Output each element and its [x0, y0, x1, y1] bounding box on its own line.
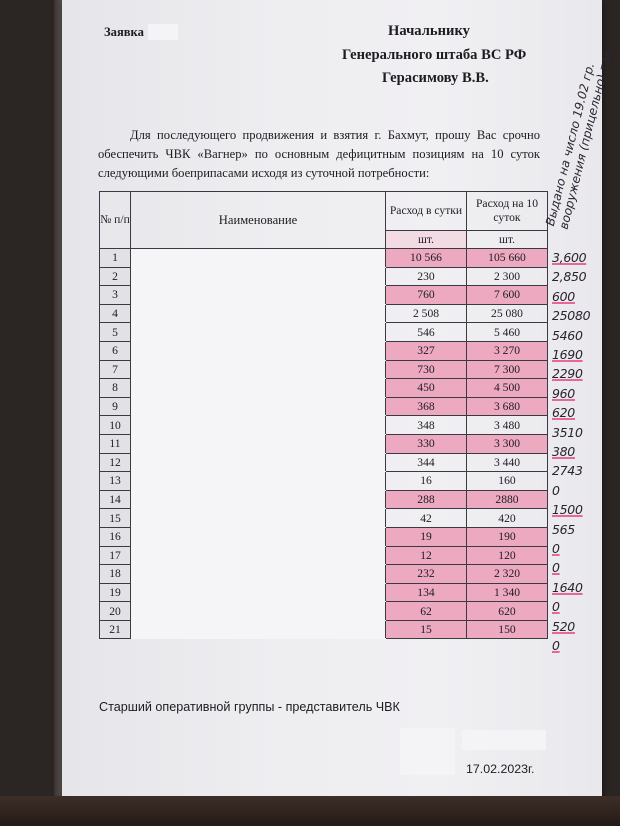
handwritten-supplied-value: 600	[552, 288, 575, 304]
ten-day-consumption: 120	[467, 546, 548, 565]
ten-day-consumption: 190	[467, 527, 548, 546]
handwritten-supplied-value: 0	[552, 482, 560, 498]
redacted-item-name	[131, 453, 386, 472]
table-row	[100, 546, 548, 565]
redacted-item-name	[131, 397, 386, 416]
ten-day-consumption: 3 680	[467, 397, 548, 416]
ten-day-consumption: 7 600	[467, 286, 548, 305]
daily-consumption: 2 508	[386, 304, 467, 323]
ten-day-consumption: 3 270	[467, 341, 548, 360]
daily-consumption: 19	[386, 527, 467, 546]
daily-consumption: 330	[386, 434, 467, 453]
ten-day-consumption: 5 460	[467, 323, 548, 342]
ten-day-consumption: 105 660	[467, 249, 548, 268]
daily-consumption: 288	[386, 490, 467, 509]
table-row	[100, 304, 548, 323]
ten-day-consumption: 3 480	[467, 416, 548, 435]
daily-consumption: 62	[386, 602, 467, 621]
row-number: 15	[100, 509, 131, 528]
row-number: 1	[100, 249, 131, 268]
document-date: 17.02.2023г.	[466, 762, 535, 776]
daily-consumption: 230	[386, 267, 467, 286]
daily-consumption: 450	[386, 379, 467, 398]
handwritten-supplied-value: 0	[552, 599, 560, 615]
table-row	[100, 453, 548, 472]
handwritten-supplied-value: 5460	[552, 327, 583, 343]
table-surface	[0, 796, 620, 826]
table-row	[100, 472, 548, 491]
table-row	[100, 267, 548, 286]
handwritten-supplied-value: 960	[552, 385, 575, 401]
row-number: 7	[100, 360, 131, 379]
daily-consumption: 134	[386, 583, 467, 602]
daily-consumption: 368	[386, 397, 467, 416]
redacted-item-name	[131, 434, 386, 453]
table-row	[100, 397, 548, 416]
ten-day-consumption: 3 440	[467, 453, 548, 472]
redacted-item-name	[131, 565, 386, 584]
redacted-item-name	[131, 267, 386, 286]
table-row	[100, 490, 548, 509]
ten-day-consumption: 1 340	[467, 583, 548, 602]
table-row	[100, 323, 548, 342]
redacted-item-name	[131, 602, 386, 621]
row-number: 9	[100, 397, 131, 416]
redacted-header-field	[148, 24, 178, 40]
ten-day-consumption: 620	[467, 602, 548, 621]
handwritten-supplied-value: 2,850	[552, 269, 587, 285]
daily-consumption: 10 566	[386, 249, 467, 268]
daily-consumption: 730	[386, 360, 467, 379]
handwritten-supplied-value: 0	[552, 560, 560, 576]
redacted-item-name	[131, 341, 386, 360]
addressee-line-3: Герасимову В.В.	[382, 70, 489, 86]
row-number: 12	[100, 453, 131, 472]
redacted-item-name	[131, 323, 386, 342]
addressee-line-1: Начальнику	[388, 23, 470, 39]
row-number: 6	[100, 341, 131, 360]
table-row	[100, 527, 548, 546]
ten-day-consumption: 7 300	[467, 360, 548, 379]
row-number: 18	[100, 565, 131, 584]
table-row	[100, 434, 548, 453]
daily-consumption: 232	[386, 565, 467, 584]
ten-day-consumption: 3 300	[467, 434, 548, 453]
unit-10days: шт.	[467, 231, 548, 249]
daily-consumption: 15	[386, 620, 467, 639]
table-row	[100, 360, 548, 379]
row-number: 17	[100, 546, 131, 565]
header-name: Наименование	[131, 192, 386, 249]
ten-day-consumption: 2 320	[467, 565, 548, 584]
redacted-item-name	[131, 416, 386, 435]
row-number: 21	[100, 620, 131, 639]
table-row	[100, 602, 548, 621]
table-row	[100, 583, 548, 602]
handwritten-supplied-value: 0	[552, 638, 560, 653]
table-row	[100, 249, 548, 268]
row-number: 14	[100, 490, 131, 509]
redacted-item-name	[131, 583, 386, 602]
handwritten-supplied-value: 565	[552, 521, 575, 537]
table-row	[100, 565, 548, 584]
header-num: № п/п	[100, 192, 131, 249]
daily-consumption: 16	[386, 472, 467, 491]
ammunition-table	[99, 191, 548, 639]
row-number: 20	[100, 602, 131, 621]
row-number: 19	[100, 583, 131, 602]
header-10days: Расход на 10 суток	[467, 192, 548, 231]
handwritten-supplied-value: 620	[552, 405, 575, 421]
row-number: 13	[100, 472, 131, 491]
handwritten-supplied-value: 0	[552, 541, 560, 556]
redacted-item-name	[131, 620, 386, 639]
row-number: 11	[100, 434, 131, 453]
handwritten-supplied-value: 3510	[552, 424, 583, 440]
handwritten-supplied-value: 1500	[552, 502, 583, 518]
redacted-signature	[400, 728, 455, 775]
redacted-item-name	[131, 527, 386, 546]
daily-consumption: 344	[386, 453, 467, 472]
addressee-line-2: Генерального штаба ВС РФ	[342, 47, 527, 63]
handwritten-supplied-value: 1640	[552, 579, 583, 595]
redacted-item-name	[131, 286, 386, 305]
request-label: Заявка	[104, 25, 144, 39]
table-row	[100, 509, 548, 528]
row-number: 2	[100, 267, 131, 286]
daily-consumption: 327	[386, 341, 467, 360]
handwritten-supplied-value: 2290	[552, 366, 583, 382]
ten-day-consumption: 2880	[467, 490, 548, 509]
ten-day-consumption: 150	[467, 620, 548, 639]
daily-consumption: 42	[386, 509, 467, 528]
row-number: 16	[100, 527, 131, 546]
handwritten-side-note: Выдано на число 19.02 гр. вооружения (прицельно) так	[543, 48, 615, 231]
handwritten-supplied-value: 25080	[552, 308, 591, 324]
table-row	[100, 416, 548, 435]
redacted-item-name	[131, 379, 386, 398]
unit-daily: шт.	[386, 231, 467, 249]
daily-consumption: 760	[386, 286, 467, 305]
signature-line: Старший оперативной группы - представитель ЧВК	[99, 700, 400, 714]
row-number: 3	[100, 286, 131, 305]
redacted-item-name	[131, 509, 386, 528]
table-row	[100, 286, 548, 305]
handwritten-supplied-value: 2743	[552, 463, 583, 479]
redacted-name	[462, 730, 546, 750]
row-number: 10	[100, 416, 131, 435]
ten-day-consumption: 160	[467, 472, 548, 491]
ten-day-consumption: 2 300	[467, 267, 548, 286]
redacted-item-name	[131, 472, 386, 491]
row-number: 4	[100, 304, 131, 323]
table-row	[100, 341, 548, 360]
daily-consumption: 348	[386, 416, 467, 435]
handwritten-supplied-value: 3,600	[552, 250, 587, 265]
header-daily: Расход в сутки	[386, 192, 467, 231]
row-number: 8	[100, 379, 131, 398]
redacted-item-name	[131, 546, 386, 565]
handwritten-supplied-value: 520	[552, 618, 575, 634]
redacted-item-name	[131, 490, 386, 509]
daily-consumption: 546	[386, 323, 467, 342]
row-number: 5	[100, 323, 131, 342]
ten-day-consumption: 420	[467, 509, 548, 528]
table-row	[100, 379, 548, 398]
intro-paragraph: Для последующего продвижения и взятия г. Бахмут, прошу Вас срочно обеспечить ЧВК «Вагнер» по основным дефицитным позициям на 10 суток следующими боеприпасами исходя из суточной потребности:	[98, 128, 540, 180]
ten-day-consumption: 4 500	[467, 379, 548, 398]
redacted-item-name	[131, 249, 386, 268]
redacted-item-name	[131, 304, 386, 323]
handwritten-supplied-value: 380	[552, 444, 575, 459]
ten-day-consumption: 25 080	[467, 304, 548, 323]
handwritten-supplied-value: 1690	[552, 347, 583, 362]
daily-consumption: 12	[386, 546, 467, 565]
redacted-item-name	[131, 360, 386, 379]
table-row	[100, 620, 548, 639]
